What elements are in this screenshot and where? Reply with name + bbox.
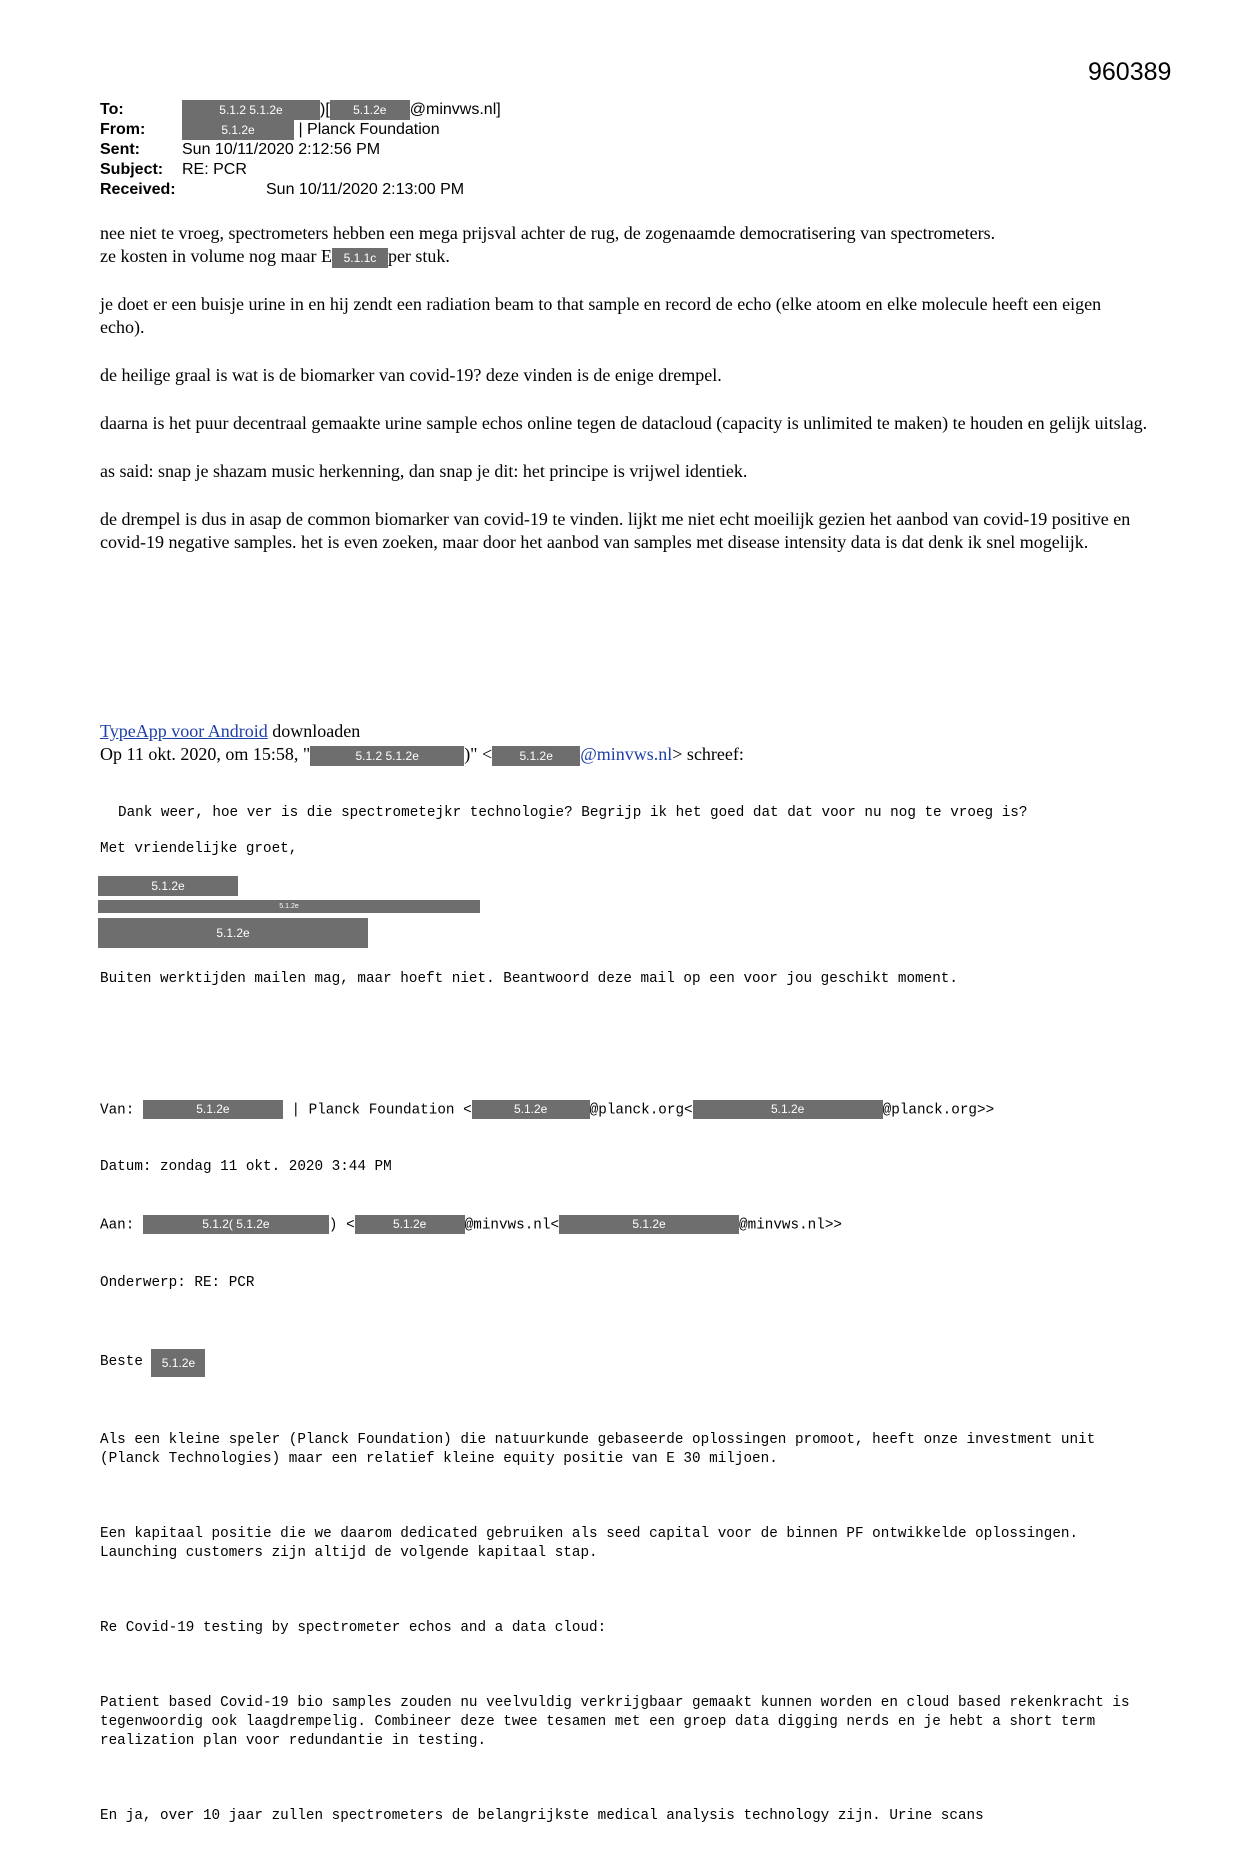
body-text: per stuk. [387, 246, 450, 266]
redaction: 5.1.2e [143, 1100, 283, 1119]
orig-datum: Datum: zondag 11 okt. 2020 3:44 PM [100, 1159, 392, 1176]
aan-sep: ) < [328, 1217, 355, 1234]
email-header [100, 100, 501, 200]
orig-paragraph: Patient based Covid-19 bio samples zouden nu veelvuldig verkrijgbaar gemaakt kunnen worden en cloud based rekenkracht is tegenwoordig ook laagdrempelig. Combineer deze twee tesamen met een groep data digging nerds en je hebt a short term realization plan voor redundantie in testing. [100, 1694, 1139, 1749]
orig-beste [100, 1349, 1160, 1377]
received-label: Received: [100, 181, 176, 198]
van-org: | Planck Foundation < [282, 1102, 472, 1119]
redaction: 5.1.2e [355, 1215, 465, 1234]
redaction: 5.1.2e [330, 100, 410, 120]
redaction: 5.1.2e [472, 1100, 590, 1119]
redaction: 5.1.1c [332, 248, 388, 268]
redaction: 5.1.2e [559, 1215, 739, 1234]
body-text: nee niet te vroeg, spectrometers hebben een mega prijsval achter de rug, de zogenaamde democratisering van spectrometers. [100, 223, 996, 243]
beste-text: Beste [100, 1354, 152, 1371]
redaction: 5.1.2e [182, 120, 294, 140]
orig-paragraph: Re Covid-19 testing by spectrometer echos and a data cloud: [100, 1619, 607, 1636]
aan-domain: @minvws.nl< [464, 1217, 560, 1234]
sent-value: Sun 10/11/2020 2:12:56 PM [182, 141, 381, 158]
body-text: ze kosten in volume nog maar E [100, 246, 332, 266]
body-paragraph [100, 222, 1150, 268]
to-separator: )[ [320, 101, 330, 118]
redaction: 5.1.2e [492, 746, 580, 766]
redaction: 5.1.2( 5.1.2e [143, 1215, 329, 1234]
aan-domain: @minvws.nl>> [739, 1217, 842, 1234]
from-label: From: [100, 121, 146, 138]
subject-label: Subject: [100, 161, 164, 178]
typeapp-link[interactable]: TypeApp voor Android [100, 721, 268, 741]
quote-intro [100, 743, 1150, 766]
quote-intro-text: )" < [464, 744, 493, 764]
from-org: | Planck Foundation [298, 121, 440, 138]
quote-intro-text: > schreef: [672, 744, 744, 764]
signature-redaction: 5.1.2e [98, 900, 480, 913]
greeting: Met vriendelijke groet, [100, 841, 298, 857]
document-number: 960389 [1088, 58, 1172, 86]
body-paragraph: as said: snap je shazam music herkenning, dan snap je dit: het principe is vrijwel identiek. [100, 461, 748, 481]
orig-paragraph: En ja, over 10 jaar zullen spectrometers de belangrijkste medical analysis technology zijn. Urine scans [100, 1807, 984, 1824]
orig-onderwerp: Onderwerp: RE: PCR [100, 1274, 255, 1291]
body-paragraph: je doet er een buisje urine in en hij zendt een radiation beam to that sample en record de echo (elke atoom en elke molecule heeft een eigen echo). [100, 294, 1102, 337]
orig-van [100, 1100, 1160, 1120]
work-hours-note: Buiten werktijden mailen mag, maar hoeft niet. Beantwoord deze mail op een voor jou geschikt moment. [100, 971, 958, 987]
header-subject [100, 160, 501, 180]
header-received [100, 180, 501, 200]
orig-paragraph [100, 1431, 1160, 1469]
header-from [100, 120, 501, 140]
sent-label: Sent: [100, 141, 140, 158]
orig-paragraph: Een kapitaal positie die we daarom dedicated gebruiken als seed capital voor de binnen PF ontwikkelde oplossingen. Launching customers zijn altijd de volgende kapitaal stap. [100, 1525, 1087, 1561]
typeapp-block [100, 720, 1150, 766]
body-paragraph: de heilige graal is wat is de biomarker van covid-19? deze vinden is de enige drempel. [100, 365, 722, 385]
signature-redaction: 5.1.2e [98, 876, 238, 896]
quote-intro-text: Op 11 okt. 2020, om 15:58, " [100, 744, 311, 764]
quote-intro-domain: @minvws.nl [580, 744, 673, 764]
original-message [100, 1062, 1160, 1864]
redaction: 5.1.2 5.1.2e [310, 746, 464, 766]
to-domain: @minvws.nl] [409, 101, 501, 118]
redaction: 5.1.2e [693, 1100, 883, 1119]
van-label: Van: [100, 1102, 143, 1119]
body-paragraph: de drempel is dus in asap de common biomarker van covid-19 te vinden. lijkt me niet echt moeilijk gezien het aanbod van covid-19 positive en covid-19 negative samples. het is even zoeken, maar door het aanbod van samples met disease intensity data is dat denk ik snel mogelijk. [100, 509, 1131, 552]
received-value: Sun 10/11/2020 2:13:00 PM [266, 181, 465, 198]
to-label: To: [100, 101, 124, 118]
orig-text: Als een kleine speler (Planck Foundation) die natuurkunde gebaseerde oplossingen promoot, heeft onze investment unit (Planck Technologies) maar een relatief kleine equity positie van E 30 miljoen. [100, 1431, 1104, 1467]
subject-value: RE: PCR [182, 161, 247, 178]
orig-aan [100, 1215, 1160, 1235]
header-sent [100, 140, 501, 160]
reply-body [100, 222, 1150, 579]
typeapp-rest: downloaden [267, 721, 361, 741]
signature-redaction: 5.1.2e [98, 918, 368, 948]
van-domain: @planck.org< [589, 1102, 693, 1119]
quote-line: Dank weer, hoe ver is die spectrometejkr technologie? Begrijp ik het goed dat dat voor nu nog te vroeg is? [118, 805, 1028, 821]
body-paragraph: daarna is het puur decentraal gemaakte urine sample echos online tegen de datacloud (capacity is unlimited te maken) te houden en gelijk uitslag. [100, 413, 1148, 433]
redaction: 5.1.2 5.1.2e [182, 100, 320, 120]
header-to [100, 100, 501, 120]
redaction: 5.1.2e [151, 1349, 205, 1377]
aan-label: Aan: [100, 1217, 143, 1234]
van-domain: @planck.org>> [882, 1102, 995, 1119]
